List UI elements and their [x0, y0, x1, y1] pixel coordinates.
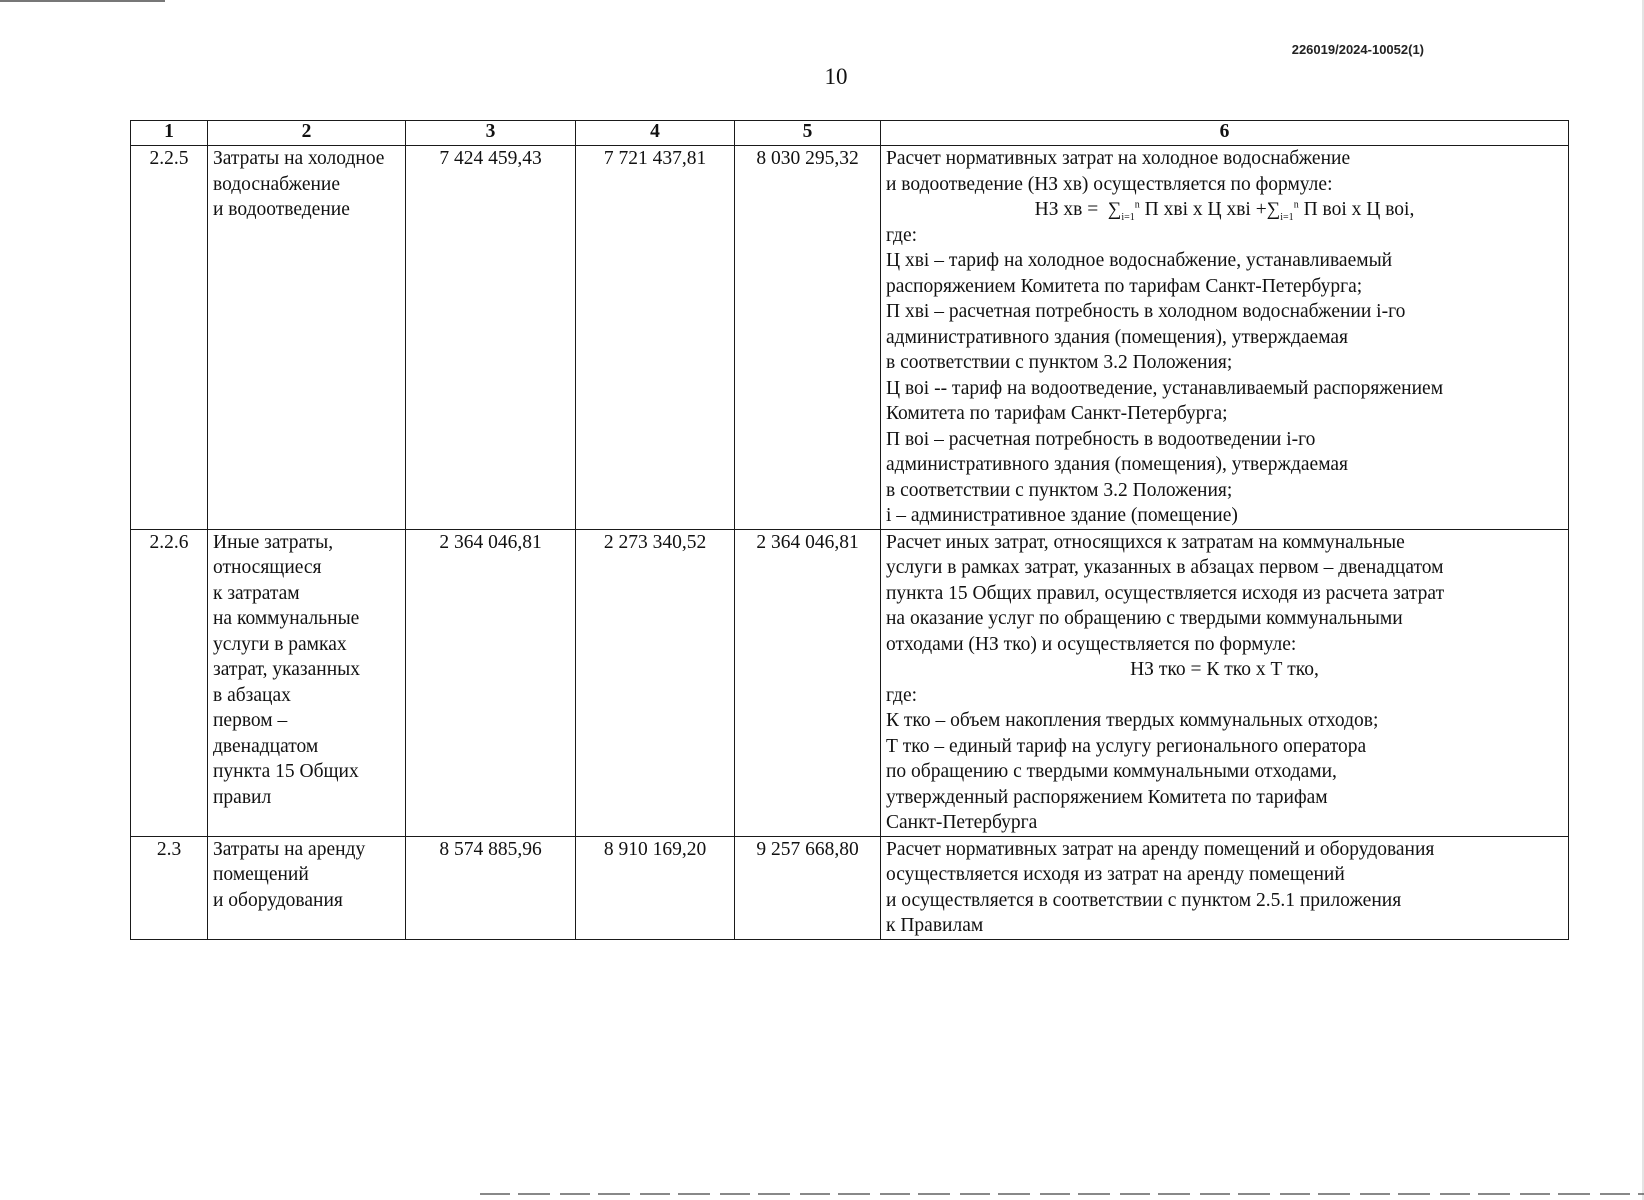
scan-artifact-bottom: [480, 1193, 1644, 1195]
value-column-3: 7 424 459,43: [406, 146, 576, 530]
column-header-6: 6: [881, 121, 1569, 146]
cost-item-name: Затраты на аренду помещений и оборудования: [208, 836, 406, 939]
formula-solid-waste: НЗ тко = К тко х Т тко,: [1130, 659, 1319, 680]
cost-item-name: Затраты на холодное водоснабжение и водоотведение: [208, 146, 406, 530]
calculation-description: Расчет нормативных затрат на аренду помещений и оборудования осуществляется исходя из затрат на аренду помещений и осуществляется в соответствии с пунктом 2.5.1 приложения к Правилам: [881, 836, 1569, 939]
value-column-3: 8 574 885,96: [406, 836, 576, 939]
description-definitions: где: Ц хвi – тариф на холодное водоснабжение, устанавливаемый распоряжением Комитета по тарифам Санкт-Петербурга; П хвi – расчетная потребность в холодном водоснабжении i-го административного здания (помещения), утверждаемая в соответствии с пунктом 3.2 Положения; Ц воi -- тариф на водоотведение, устанавливаемый распоряжением Комитета по тарифам Санкт-Петербурга; П воi – расчетная потребность в водоотведении i-го административного здания (помещения), утверждаемая в соответствии с пунктом 3.2 Положения; i – административное здание (помещение): [886, 224, 1444, 526]
value-column-4: 8 910 169,20: [576, 836, 735, 939]
value-column-4: 2 273 340,52: [576, 529, 735, 836]
column-header-5: 5: [735, 121, 881, 146]
value-column-4: 7 721 437,81: [576, 146, 735, 530]
value-column-5: 2 364 046,81: [735, 529, 881, 836]
table-row-2-2-5: [131, 146, 1569, 530]
formula-term-2: П воi х Ц воi,: [1303, 199, 1415, 220]
sum-sign-icon: $\sum_{i=1}^n$: [1266, 199, 1299, 223]
description-intro: Расчет нормативных затрат на холодное водоснабжение и водоотведение (НЗ хв) осуществляется по формуле:: [886, 148, 1351, 195]
cost-table: [130, 120, 1569, 940]
formula-lhs: НЗ хв =: [1034, 199, 1099, 220]
row-number: 2.2.6: [131, 529, 208, 836]
calculation-description: [881, 529, 1569, 836]
sum-sign-icon: $\sum_{i=1}^n$: [1103, 199, 1140, 223]
table-row-2-2-6: [131, 529, 1569, 836]
scan-artifact-line: [0, 0, 165, 2]
description-intro: Расчет иных затрат, относящихся к затратам на коммунальные услуги в рамках затрат, указанных в абзацах первом – двенадцатом пункта 15 Общих правил, осуществляется исходя из расчета затрат на оказание услуг по обращению с твердыми коммунальными отходами (НЗ тко) и осуществляется по формуле:: [886, 531, 1445, 655]
column-header-3: 3: [406, 121, 576, 146]
value-column-5: 8 030 295,32: [735, 146, 881, 530]
value-column-5: 9 257 668,80: [735, 836, 881, 939]
column-header-1: 1: [131, 121, 208, 146]
cost-item-name: Иные затраты, относящиеся к затратам на коммунальные услуги в рамках затрат, указанных в абзацах первом – двенадцатом пункта 15 Общих правил: [208, 529, 406, 836]
row-number: 2.3: [131, 836, 208, 939]
column-header-4: 4: [576, 121, 735, 146]
formula-cold-water: [886, 197, 1563, 223]
page-number: 10: [824, 64, 848, 89]
value-column-3: 2 364 046,81: [406, 529, 576, 836]
row-number: 2.2.5: [131, 146, 208, 530]
calculation-description: [881, 146, 1569, 530]
document-registration-number: 226019/2024-10052(1): [1291, 42, 1424, 57]
formula-plus: +: [1255, 199, 1267, 220]
description-definitions: где: К тко – объем накопления твердых коммунальных отходов; Т тко – единый тариф на услугу регионального оператора по обращению с твердыми коммунальными отходами, утвержденный распоряжением Комитета по тарифам Санкт-Петербурга: [886, 684, 1379, 833]
formula-term-1: П хвi х Ц хвi: [1144, 199, 1251, 220]
column-header-2: 2: [208, 121, 406, 146]
table-row-2-3: [131, 836, 1569, 939]
table-header-row: [131, 121, 1569, 146]
